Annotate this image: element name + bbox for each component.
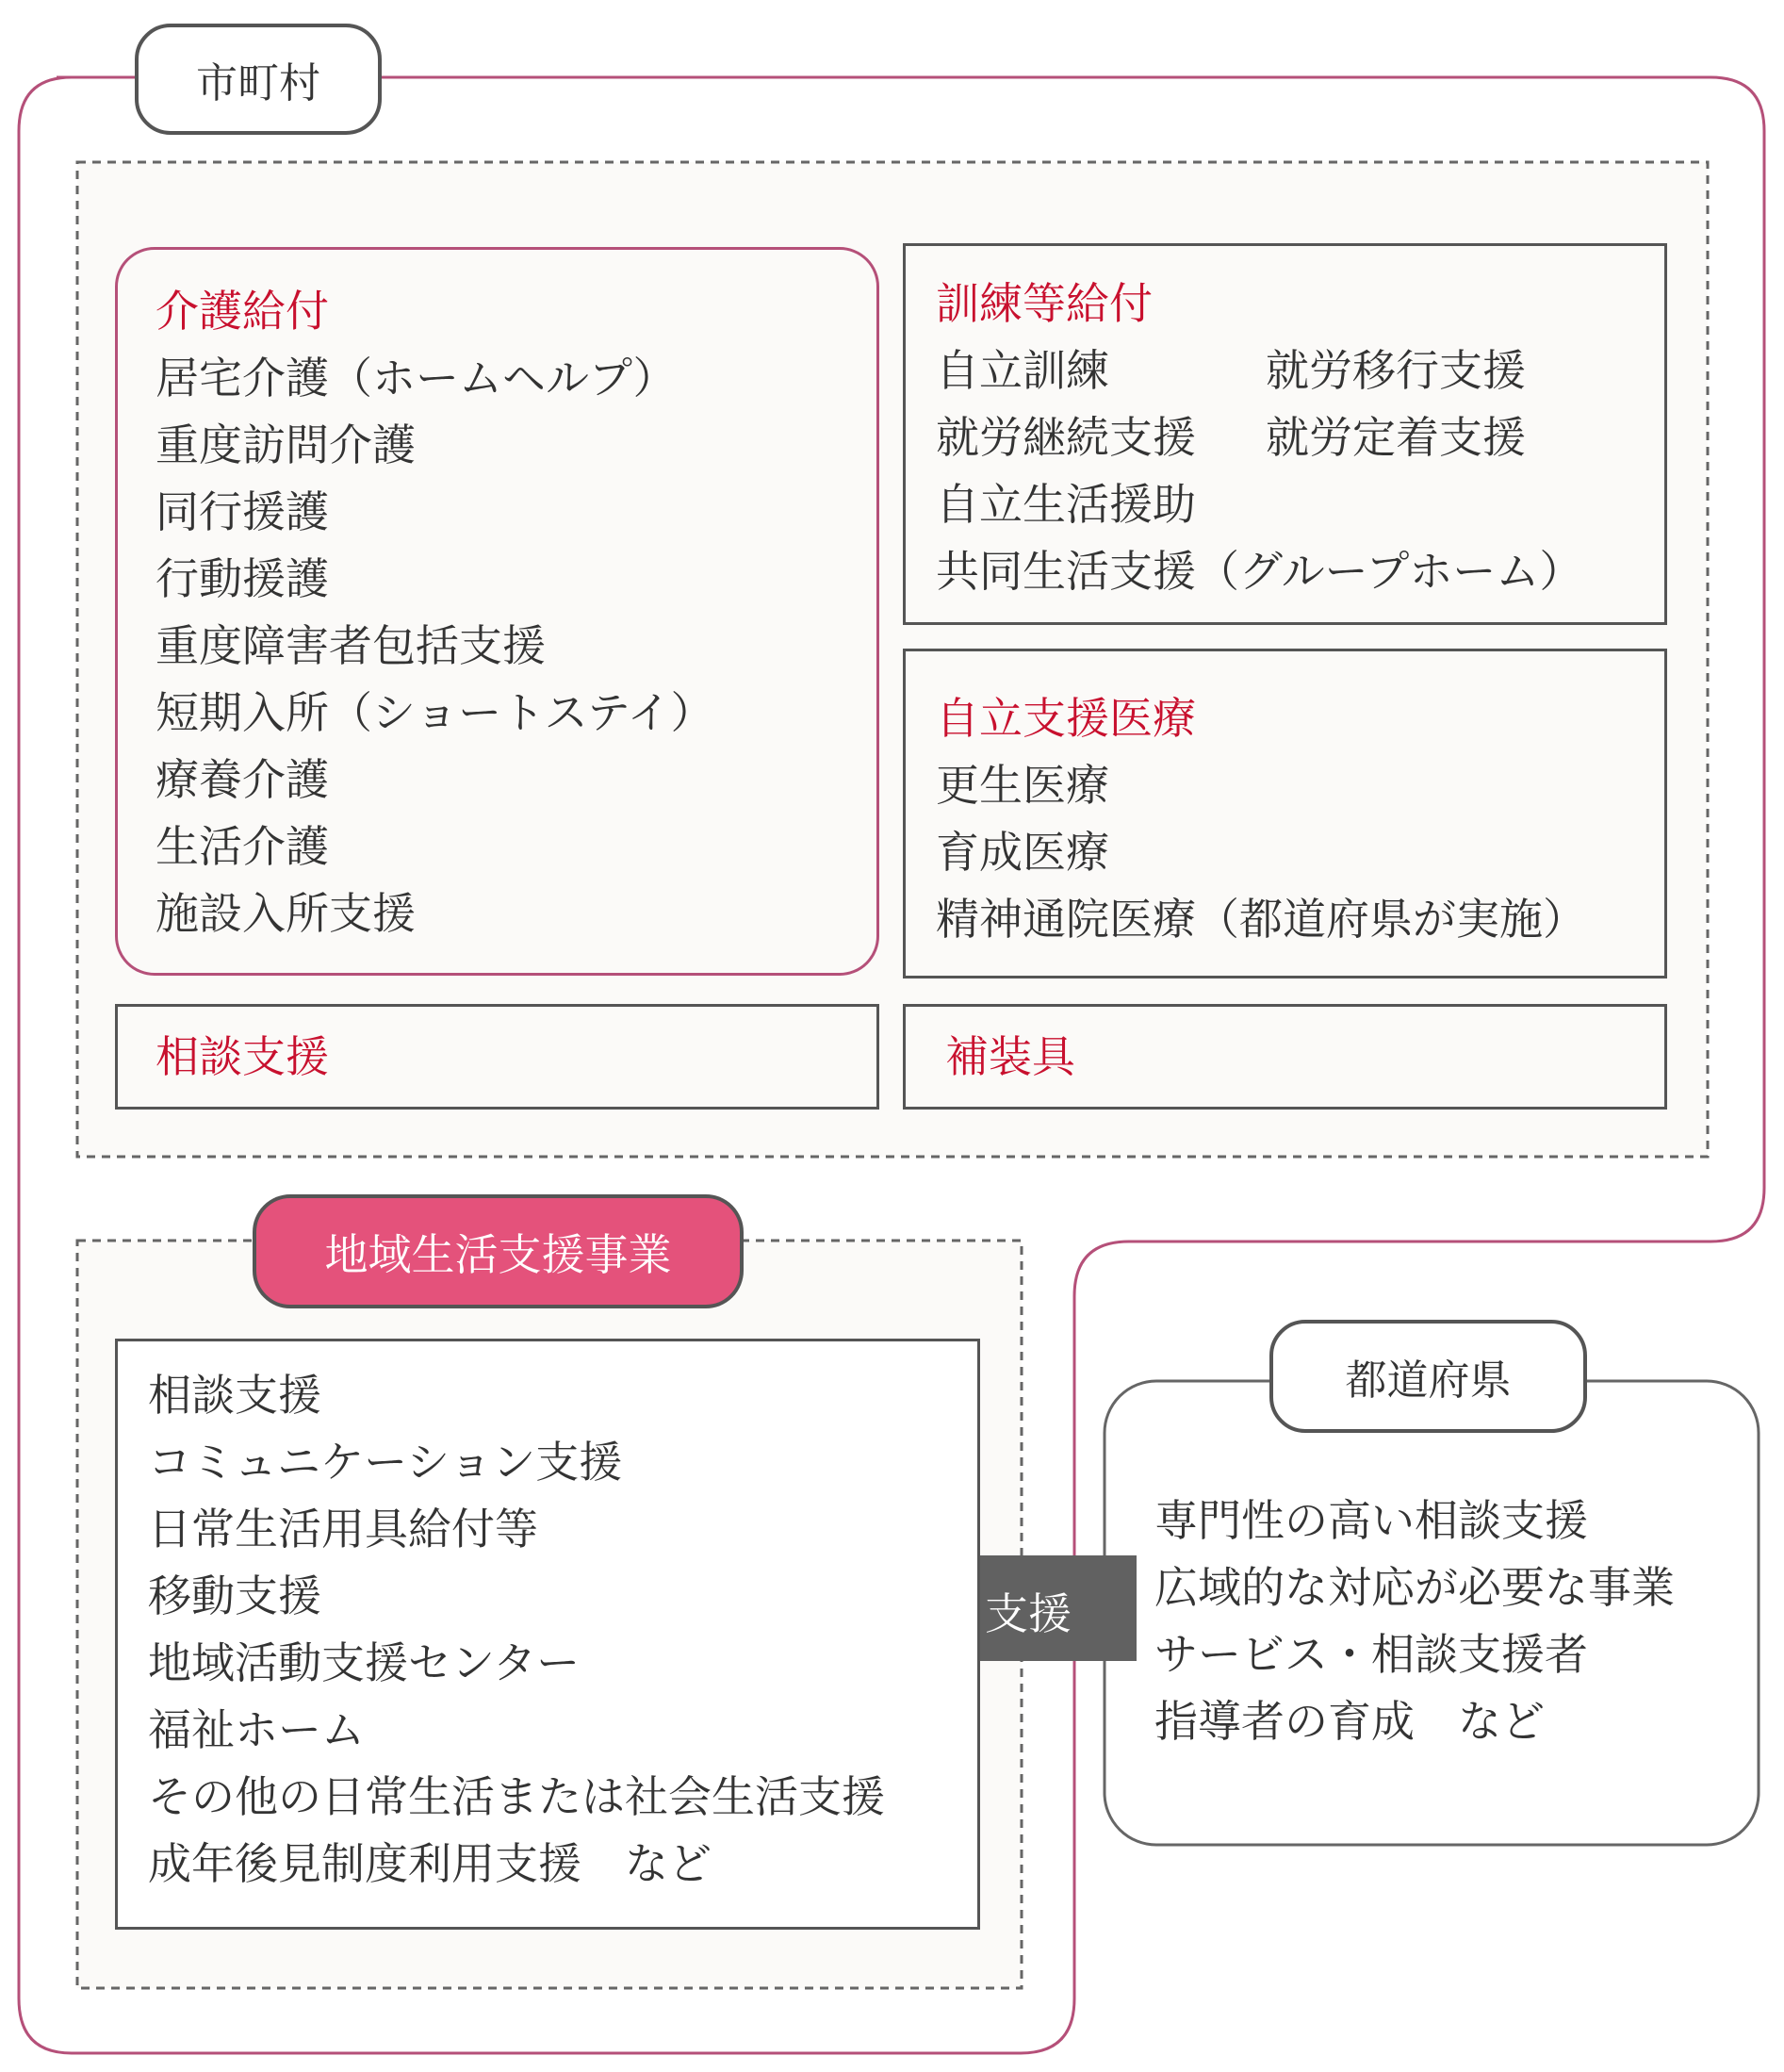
nursing-item: 同行援護 [155,486,329,537]
prefecture-list [1154,1488,1748,1755]
training-item: 共同生活支援（グループホーム） [936,546,1583,597]
assistive-devices-heading: 補装具 [945,1030,1075,1082]
nursing-item: 短期入所（ショートステイ） [155,687,714,738]
community-item: 日常生活用具給付等 [148,1504,538,1554]
medical-item: 精神通院医療（都道府県が実施） [936,894,1586,945]
community-life-box [115,1339,980,1930]
training-row [936,404,1664,471]
self-reliance-medical-box [903,649,1667,978]
training-item: 自立訓練 [936,345,1109,396]
medical-item: 育成医療 [936,827,1109,878]
prefecture-label: 都道府県 [1345,1357,1512,1405]
nursing-item: 重度訪問介護 [155,419,416,470]
nursing-item: 居宅介護（ホームヘルプ） [155,353,677,403]
training-item: 就労移行支援 [1266,345,1526,396]
municipality-label: 市町村 [196,59,320,107]
nursing-item: 療養介護 [155,754,329,805]
consultation-support-box [115,1004,879,1110]
nursing-benefits-box [115,247,879,976]
consultation-support-heading: 相談支援 [155,1030,329,1082]
training-benefits-box [903,243,1667,625]
medical-item: 更生医療 [936,760,1109,811]
prefecture-tag [1269,1320,1587,1433]
community-item: 地域活動支援センター [148,1637,581,1688]
training-item: 自立生活援助 [936,479,1196,530]
community-life-label: 地域生活支援事業 [324,1228,672,1280]
nursing-item: 行動援護 [155,553,329,604]
training-benefits-heading: 訓練等給付 [936,278,1153,329]
community-item: コミュニケーション支援 [148,1437,623,1488]
prefecture-item: 広域的な対応が必要な事業 [1154,1562,1675,1613]
prefecture-item: 指導者の育成 など [1154,1696,1545,1747]
community-item: 福祉ホーム [148,1704,365,1755]
community-item: その他の日常生活または社会生活支援 [148,1771,885,1822]
prefecture-item: サービス・相談支援者 [1154,1629,1588,1680]
prefecture-item: 専門性の高い相談支援 [1154,1495,1588,1546]
training-item: 就労定着支援 [1266,412,1526,463]
support-arrow-label: 支援 [985,1588,1072,1639]
community-life-tag [253,1194,744,1308]
nursing-item: 生活介護 [155,821,329,872]
assistive-devices-box [903,1004,1667,1110]
training-row [936,337,1664,404]
municipality-tag [135,24,382,135]
nursing-benefits-heading: 介護給付 [155,286,329,337]
community-item: 移動支援 [148,1570,321,1621]
nursing-item: 施設入所支援 [155,888,416,939]
community-item: 相談支援 [148,1370,321,1421]
training-item: 就労継続支援 [936,412,1196,463]
self-reliance-medical-heading: 自立支援医療 [936,693,1196,744]
community-item: 成年後見制度利用支援 など [148,1838,712,1889]
nursing-item: 重度障害者包括支援 [155,620,546,671]
